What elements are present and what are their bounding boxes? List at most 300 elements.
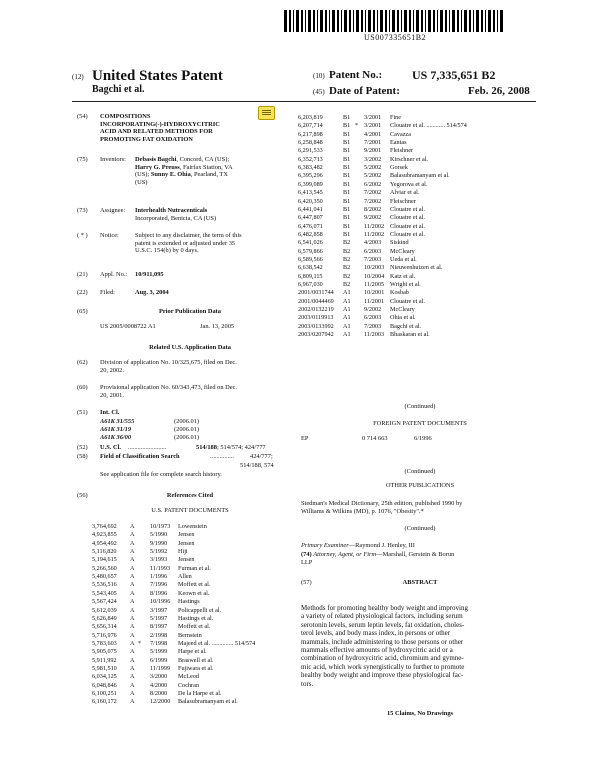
ref-number: 6,420,350 [298,197,323,205]
ref-number: 6,034,125 [92,673,117,681]
ref-name: Katz et al. [390,272,416,280]
ref-date: 10/2003 [364,264,385,272]
ref-kind: A [130,556,135,564]
title-line: COMPOSITIONS [100,113,151,120]
ref-date: 7/2002 [364,189,382,197]
ref-name: Keown et al. [178,589,210,597]
abstract-line: tors. [301,679,314,688]
ref-date: 11/2003 [364,331,385,339]
ref-name: Clouatre et al. [390,297,425,305]
ref-name: Ohia et al. [390,314,416,322]
foreign-no: 0 714 663 [362,435,388,442]
patent-reference-row [92,598,327,606]
patent-reference-row [298,323,533,331]
abstract-line: healthy body weight and improve these physiological fac- [301,671,464,680]
ref-number: 5,543,405 [92,589,117,597]
code-51: (51) [77,409,88,416]
ref-number: 2001/0031744 [298,289,334,297]
ref-date: 10/2001 [364,289,385,297]
patent-reference-row [92,565,327,573]
inventors-block: Debasis Bagchi, Concord, CA (US); Harry G. Preuss, Fairfax Station, VA (US); Sunny E. Ohia, Pearland, TX (US) [135,156,233,186]
ref-kind: B1 [343,180,351,188]
patent-reference-row [298,273,533,281]
abstract-line: a variety of related physiological factors, including serum [301,612,463,621]
barcode-bar [497,10,498,32]
ref-date: 10/1996 [150,598,171,606]
ref-kind: B1 [343,222,351,230]
ref-number: 5,480,657 [92,573,117,581]
ref-kind: B1 [343,205,351,213]
patent-reference-row [92,657,327,665]
attorney-label: Attorney, Agent, or Firm [313,551,377,558]
code-56: (56) [77,492,88,499]
division-line: 20, 2002. [100,366,124,374]
patent-reference-row [298,298,533,306]
ref-name: De la Harpe et al. [178,690,222,697]
barcode-bar [397,10,399,32]
field-dots: ............... [210,453,234,460]
field-note: See application file for complete search history. [100,471,222,478]
intcl-version: (2006.01) [174,434,200,441]
ref-kind: A [130,648,135,656]
barcode-bar [401,10,402,32]
ref-kind: A1 [343,314,351,322]
ref-name: Majeed et al. .............. 514/574 [178,639,256,647]
ref-date: 2/1998 [150,631,168,639]
ref-name: Braswell et al. [178,656,214,664]
barcode-bar [308,10,311,32]
barcode-bar [413,10,414,32]
ref-date: 3/1997 [150,606,168,614]
ref-date: 7/1996 [150,581,168,589]
barcode-bar [437,10,438,32]
intcl-class: A61K 31/555 [100,418,135,425]
barcode-bar [320,10,323,32]
ref-kind: B2 [343,281,351,288]
ref-name: Clouatre et al. [390,214,425,222]
patent-reference-row [92,607,327,615]
ref-kind: A [130,539,135,547]
barcode-bar [385,10,387,32]
code-60: (60) [77,384,88,391]
ref-date: 9/2001 [364,147,382,155]
date-label: Date of Patent: [329,85,400,97]
other-publication: Stedman's Medical Dictionary, 25th edition, published 1990 by [301,500,463,507]
ref-name: Eantas [390,139,407,147]
ref-date: 6/1999 [150,656,168,664]
ref-date: 11/2005 [364,281,385,288]
patent-reference-row [298,189,533,197]
inventor-2: Harry G. Preuss [135,163,180,171]
ref-date: 7/2003 [364,255,382,263]
title-line: ACID AND RELATED METHODS FOR [100,128,213,136]
code-65: (65) [77,308,88,315]
us-docs-heading: U.S. PATENT DOCUMENTS [151,507,229,514]
provisional-line: Provisional application No. 60/343,473, filed on Dec. [100,384,238,391]
ref-date: 7/2002 [364,197,382,205]
patent-reference-row [92,632,327,640]
ref-name: Moffett et al. [178,581,211,589]
patent-reference-row [92,640,327,648]
ref-name: Lowenstein [178,523,207,530]
ref-number: 5,783,603 [92,639,117,647]
inventor-3: Sunny E. Ohia [150,171,191,179]
ref-number: 2003/0207942 [298,331,334,339]
ref-date: 4/2000 [150,681,168,689]
ref-date: 10/2004 [364,272,385,280]
patent-date: Feb. 26, 2008 [468,85,530,97]
barcode-bar [445,10,447,32]
prior-pub-date: Jan. 13, 2005 [200,323,235,330]
barcode-bar [476,10,479,32]
intcl-version: (2006.01) [174,418,200,425]
patent-reference-row [92,682,327,690]
inventor-1: Debasis Bagchi [135,156,177,163]
barcode-bar [461,10,462,32]
code-74: (74) [301,551,312,558]
notice-line: Subject to any disclaimer, the term of this [135,232,242,239]
title-line: INCORPORATING(-)-HYDROXYCITRIC [100,120,220,128]
ref-number: 5,567,424 [92,598,117,606]
ref-date: 6/2003 [364,247,382,255]
patent-reference-row [298,114,533,122]
ref-number: 6,441,041 [298,205,323,213]
ref-name: McCleary [390,247,415,255]
patent-reference-row [92,673,327,681]
barcode-bar [469,10,471,32]
ref-date: 9/2002 [364,306,382,314]
code-45: (45) [313,88,325,96]
prior-pub: US 2005/0008722 A1 [100,323,156,330]
assignee-label: Assignee: [100,207,126,214]
ref-kind: B1 [343,164,351,172]
related-heading: Related U.S. Application Data [149,344,231,351]
ref-kind: A [130,614,135,622]
ref-kind: B1 [343,122,351,130]
ref-name: Yegorova et al. [390,180,428,188]
ref-kind: B2 [343,255,351,263]
patent-reference-row [298,147,533,155]
ref-number: 6,579,866 [298,247,323,255]
ref-date: 5/2002 [364,172,382,180]
barcode-bar [337,10,339,32]
ref-date: 11/2001 [364,297,385,305]
barcode-bar [365,10,366,32]
ref-number: 5,981,510 [92,664,117,672]
barcode-bar [293,10,294,32]
abstract-line: Methods for promoting healthy body weight and improving [301,604,469,612]
ref-number: 5,612,039 [92,606,117,614]
ref-kind: B1 [343,214,351,222]
inventors-label: Inventors: [100,156,126,163]
patent-reference-row [298,239,533,247]
patent-reference-row [92,548,327,556]
ref-kind: B2 [343,272,351,280]
barcode-bar [332,10,335,32]
other-publication: Williams & Wilkins (MD), p. 1076, "Obesity".* [301,508,424,515]
ref-name: Fleishner [390,147,414,155]
provisional-line: 20, 2001. [100,391,124,399]
patent-reference-row [298,164,533,172]
assignee-block [135,207,216,222]
ref-number: 6,383,482 [298,164,323,172]
patent-reference-row [92,573,327,581]
barcode-bar [500,10,503,32]
ref-kind: B2 [343,247,351,255]
ref-name: Balasubramanyam et al. [178,698,238,706]
ref-number: 4,923,855 [92,531,117,539]
continued-3: (Continued) [404,525,436,532]
ref-date: 5/2002 [364,164,382,172]
patent-reference-row [298,223,533,231]
ref-kind: A [130,639,135,647]
patent-reference-row [92,531,327,539]
ref-name: McLeod [178,673,199,681]
abstract-line: terol levels, and body mass index, in persons or other [301,629,451,638]
barcode-bar [317,10,318,32]
ref-number: 2003/0119913 [298,314,334,322]
code-21: (21) [77,271,88,278]
field-label: Field of Classification Search [100,453,180,460]
patent-reference-row [298,122,533,130]
ref-date: 11/2002 [364,230,385,238]
barcode-bar [428,10,431,32]
ref-number: 5,116,820 [92,548,117,556]
barcode-bar [361,10,363,32]
ref-number: 5,626,849 [92,614,117,622]
ref-name: Allen [178,573,192,581]
ref-kind: A [130,581,135,589]
primary-examiner [301,542,415,549]
barcode-bar [404,10,407,32]
patent-reference-row [92,590,327,598]
ref-name: Wright et al. [390,281,421,288]
patent-reference-row [298,139,533,147]
barcode-bar [452,10,455,32]
ref-date: 8/2000 [150,690,168,697]
ref-number: 6,447,807 [298,214,323,222]
ref-name: Balasubramanyam et al. [390,172,450,180]
patent-reference-row [92,648,327,656]
patent-reference-row [92,581,327,589]
patent-reference-row [92,698,327,706]
ref-number: 6,395,296 [298,172,323,180]
continued-2: (Continued) [404,468,436,475]
ref-number: 6,100,251 [92,690,117,697]
barcode-bar [349,10,351,32]
ref-kind: B1 [343,197,351,205]
code-10: (10) [313,72,325,80]
abstract-line: mammals, include administering to those persons or other [301,637,464,646]
patent-reference-row [298,131,533,139]
ref-name: Hiji [178,548,188,556]
ref-name: Jensen [178,539,195,547]
abstract-text [301,604,468,688]
ref-cited: * [355,122,359,130]
foreign-date: 6/1996 [414,435,432,442]
ref-date: 9/2002 [364,214,382,222]
ref-number: 5,656,314 [92,623,117,631]
barcode-bar [353,10,354,32]
barcode-bar [449,10,450,32]
ref-number: 6,638,542 [298,264,323,272]
ref-number: 6,482,858 [298,230,323,238]
ref-number: 6,048,846 [92,681,117,689]
code-75: (75) [77,156,88,163]
ref-name: Cochran [178,681,199,689]
ref-name: Fujiwara et al. [178,664,214,672]
ref-kind: A [130,548,135,556]
code-57: (57) [301,579,312,586]
patent-title: United States Patent [92,68,223,84]
ref-cited: * [138,639,142,647]
ref-name: Fine [390,114,402,121]
ref-number: 6,809,115 [298,272,323,280]
intcl-class: A61K 31/19 [100,426,132,433]
barcode-bar [488,10,491,32]
patent-reference-row [298,314,533,322]
claims-summary: 15 Claims, No Drawings [386,710,454,717]
patent-reference-row [92,523,327,531]
patent-reference-row [298,331,533,339]
ref-number: 6,541,026 [298,239,323,247]
barcode-bar [416,10,419,32]
patent-reference-row [298,206,533,214]
patent-reference-row [298,181,533,189]
ref-number: 6,589,566 [298,255,323,263]
ref-date: 4/2003 [364,239,382,247]
ref-date: 10/1973 [150,523,171,530]
ref-date: 3/1993 [150,556,168,564]
patent-reference-row [298,281,533,289]
ref-date: 8/1997 [150,623,168,631]
barcode-bar [289,10,291,32]
appl-label: Appl. No.: [100,271,128,278]
patent-no-label: Patent No.: [329,69,383,81]
barcode-bar [493,10,495,32]
ref-date: 1/1996 [150,573,168,581]
ref-name: Policappelli et al. [178,606,222,614]
ref-date: 5/1999 [150,648,168,656]
barcode-bar [356,10,359,32]
ref-number: 6,413,545 [298,189,323,197]
code-notice: ( * ) [77,232,88,239]
intcl-version: (2006.01) [174,426,200,433]
ref-number: 5,716,976 [92,631,117,639]
barcode-bar [380,10,383,32]
ref-name: Siskind [390,239,409,247]
primary-name: —Raymond J. Henley, III [348,542,415,549]
ref-date: 3/2002 [364,155,382,163]
barcode-bar [344,10,347,32]
notice-label: Notice: [100,232,119,239]
ref-date: 8/1996 [150,589,168,597]
foreign-country: EP [301,435,309,442]
barcode-bar [313,10,315,32]
ref-kind: B1 [343,139,351,147]
ref-number: 5,266,560 [92,564,117,572]
uscl-label: U.S. Cl. [100,444,121,451]
ref-number: 6,476,071 [298,222,323,230]
ref-number: 6,291,533 [298,147,323,155]
ref-number: 5,536,516 [92,581,117,589]
assignee-line: Interhealth Nutracenticals [135,207,208,214]
ref-name: Fleischner [390,197,416,205]
division-block [100,359,237,374]
ref-kind: B1 [343,114,351,121]
code-54: (54) [77,113,88,120]
ref-date: 5/1992 [150,548,168,556]
ref-kind: A1 [343,297,351,305]
patent-reference-row [298,248,533,256]
notice-line: U.S.C. 154(b) by 0 days. [135,247,199,255]
ref-name: Bhaskaran et al. [390,331,430,339]
ref-number: 2003/0133992 [298,322,334,330]
intcl-class: A61K 36/00 [100,434,132,441]
barcode-bar [481,10,483,32]
patent-reference-row [298,198,533,206]
ref-kind: B1 [343,130,351,138]
ref-number: 6,160,172 [92,698,117,706]
barcode-bar [389,10,390,32]
code-62: (62) [77,359,88,366]
ref-date: 11/1999 [150,664,171,672]
ref-kind: A [130,623,135,631]
prior-heading: Prior Publication Data [158,308,221,315]
ref-date: 7/2003 [364,322,382,330]
ref-date: 8/2002 [364,205,382,213]
ref-kind: A [130,606,135,614]
abstract-line: mic acid, which work synergistically to further to promote [301,662,465,671]
patent-reference-row [92,556,327,564]
note-icon[interactable] [258,106,275,120]
ref-number: 4,954,492 [92,539,117,547]
notice-line: patent is extended or adjusted under 35 [135,239,236,247]
ref-name: Hastings et al. [178,614,214,622]
inventor-line: (US) [135,178,148,186]
appl-no: 10/911,095 [135,271,164,278]
ref-kind: A [130,664,135,672]
ref-name: Hastings [178,598,200,606]
ref-name: Harpe et al. [178,648,207,656]
ref-name: Moffett et al. [178,623,211,631]
ref-kind: A [130,690,135,697]
ref-kind: A [130,631,135,639]
filed-date: Aug. 3, 2004 [135,289,169,296]
continued-1: (Continued) [404,403,436,410]
ref-kind: B1 [343,147,351,155]
barcode-bar [305,10,306,32]
patent-reference-row [92,615,327,623]
provisional-block [100,384,237,399]
ref-name: Cavazza [390,130,411,138]
ref-kind: A1 [343,331,351,339]
division-line: Division of application No. 10/325,675, filed on Dec. [100,359,237,366]
code-52: (52) [77,444,88,451]
attorney-name-2: LLP [301,559,313,566]
filed-label: Filed: [100,289,115,296]
barcode-bar [464,10,467,32]
barcode-bar [325,10,327,32]
foreign-heading: FOREIGN PATENT DOCUMENTS [373,420,467,427]
patent-reference-row [92,665,327,673]
ref-name: Nieuwenhuizen et al. [390,264,443,272]
ref-kind: A [130,523,135,530]
assignee-line: Incorporated, Benicia, CA (US) [135,214,217,222]
other-heading: OTHER PUBLICATIONS [385,482,455,489]
ref-kind: A [130,589,135,597]
ref-number: 2001/0044469 [298,297,334,305]
